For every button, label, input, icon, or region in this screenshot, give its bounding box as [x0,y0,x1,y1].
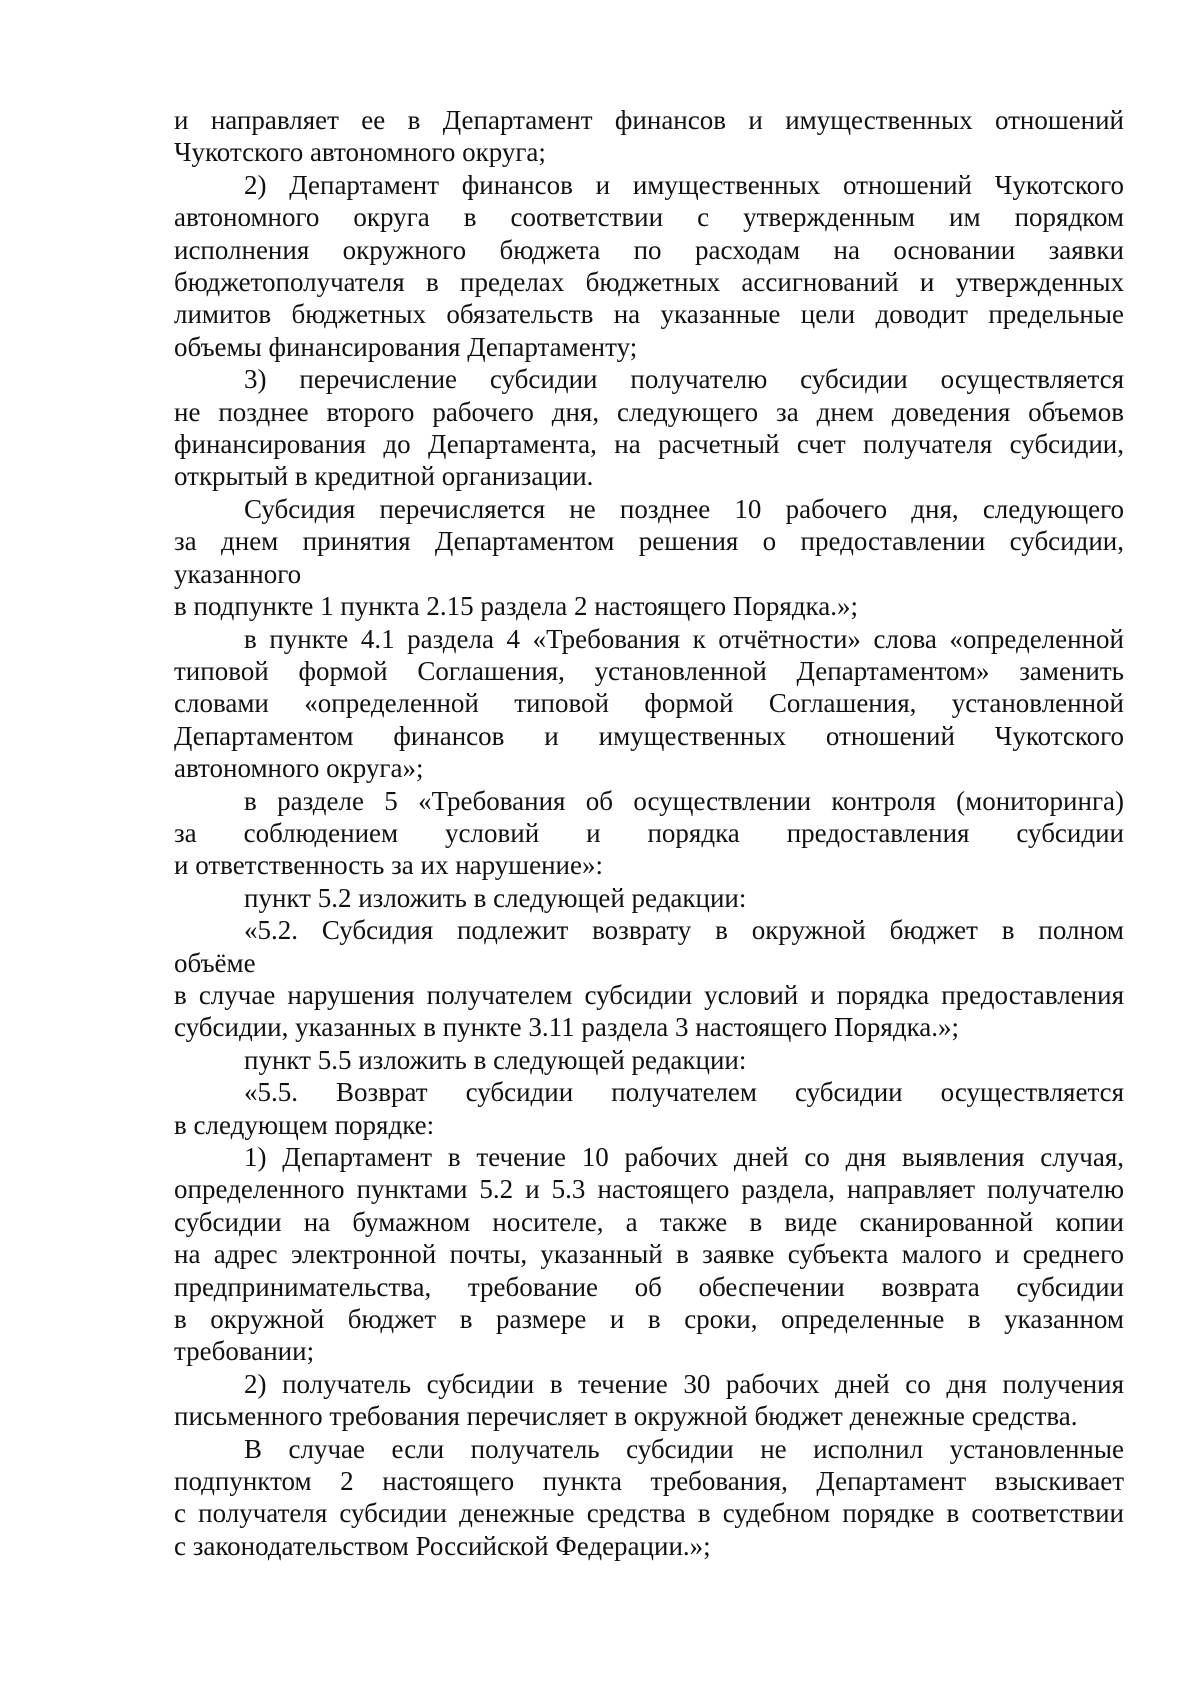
text-line: в случае нарушения получателем субсидии условий и порядка предоставления [174,979,1124,1010]
paragraph [174,1141,1124,1368]
text-line: 1) Департамент в течение 10 рабочих дней со дня выявления случая, [244,1142,1124,1172]
text-line: в окружной бюджет в размере и в сроки, определенные в указанном [174,1304,1124,1335]
text-line: не позднее второго рабочего дня, следующего за днем доведения объемов [174,396,1124,427]
text-line: в разделе 5 «Требования об осуществлении контроля (мониторинга) [244,785,1124,816]
text-line: за днем принятия Департаментом решения о предоставлении субсидии, [174,526,1124,557]
text-line: подпунктом 2 настоящего пункта требования, Департамент взыскивает [174,1466,1124,1497]
text-line: в пункте 4.1 раздела 4 «Требования к отчётности» слова «определенной [244,623,1124,654]
paragraph [174,590,1124,622]
text-line: объемы финансирования Департаменту; [174,331,638,362]
paragraph [174,623,1124,785]
paragraph [174,979,1124,1044]
text-line: пункт 5.5 изложить в следующей редакции: [244,1044,747,1075]
text-line: Субсидия перечисляется не позднее 10 рабочего дня, следующего [244,493,1124,524]
paragraph [174,1076,1124,1141]
text-line: лимитов бюджетных обязательств на указанные цели доводит предельные [174,299,1124,330]
paragraph [174,785,1124,882]
text-line: пункт 5.2 изложить в следующей редакции: [244,882,747,913]
paragraph [174,1368,1124,1433]
text-line: Департаментом финансов и имущественных отношений Чукотского [174,720,1124,751]
text-line: объёме [174,947,256,978]
paragraph [174,104,1124,169]
text-line: «5.2. Субсидия подлежит возврату в окружной бюджет в полном [244,915,1124,946]
text-line: субсидии на бумажном носителе, а также в виде сканированной копии [174,1206,1124,1237]
text-line: на адрес электронной почты, указанный в заявке субъекта малого и среднего [174,1239,1124,1270]
text-line: требовании; [174,1336,315,1367]
document-page [174,104,1124,1562]
text-line: с получателя субсидии денежные средства в судебном порядке в соответствии [174,1498,1124,1529]
text-line: бюджетополучателя в пределах бюджетных ассигнований и утвержденных [174,267,1124,298]
text-line: В случае если получатель субсидии не исполнил установленные [244,1433,1124,1464]
text-line: открытый в кредитной организации. [174,461,594,492]
text-line: словами «определенной типовой формой Соглашения, установленной [174,688,1124,719]
text-line: финансирования до Департамента, на расчетный счет получателя субсидии, [174,429,1124,460]
paragraph [174,914,1124,979]
text-line: Чукотского автономного округа; [174,137,546,168]
text-line: за соблюдением условий и порядка предоставления субсидии [174,817,1124,848]
paragraph [174,493,1124,590]
text-line: автономного округа»; [174,753,424,784]
text-line: «5.5. Возврат субсидии получателем субсидии осуществляется [244,1077,1124,1108]
text-line: в подпункте 1 пункта 2.15 раздела 2 настоящего Порядка.»; [174,591,859,622]
text-line: типовой формой Соглашения, установленной Департаментом» заменить [174,655,1124,686]
text-line: 3) перечисление субсидии получателю субсидии осуществляется [244,364,1124,395]
text-line: предпринимательства, требование об обеспечении возврата субсидии [174,1271,1124,1302]
text-line: и ответственность за их нарушение»: [174,850,603,881]
text-line: исполнения окружного бюджета по расходам на основании заявки [174,234,1124,265]
paragraph [174,882,1124,914]
text-line: и направляет ее в Департамент финансов и имущественных отношений [174,105,1124,135]
paragraph [174,169,1124,363]
text-line: с законодательством Российской Федерации.»; [174,1530,711,1561]
text-line: автономного округа в соответствии с утвержденным им порядком [174,202,1124,233]
paragraph [174,363,1124,493]
text-line: 2) Департамент финансов и имущественных отношений Чукотского [244,169,1124,200]
text-line: определенного пунктами 5.2 и 5.3 настоящего раздела, направляет получателю [174,1174,1124,1205]
text-line: в следующем порядке: [174,1109,435,1140]
text-line: 2) получатель субсидии в течение 30 рабочих дней со дня получения [244,1368,1124,1399]
text-line: письменного требования перечисляет в окружной бюджет денежные средства. [174,1401,1078,1432]
paragraph [174,1433,1124,1563]
text-line: указанного [174,558,302,589]
paragraph [174,1044,1124,1076]
text-line: субсидии, указанных в пункте 3.11 раздела 3 настоящего Порядка.»; [174,1012,960,1043]
